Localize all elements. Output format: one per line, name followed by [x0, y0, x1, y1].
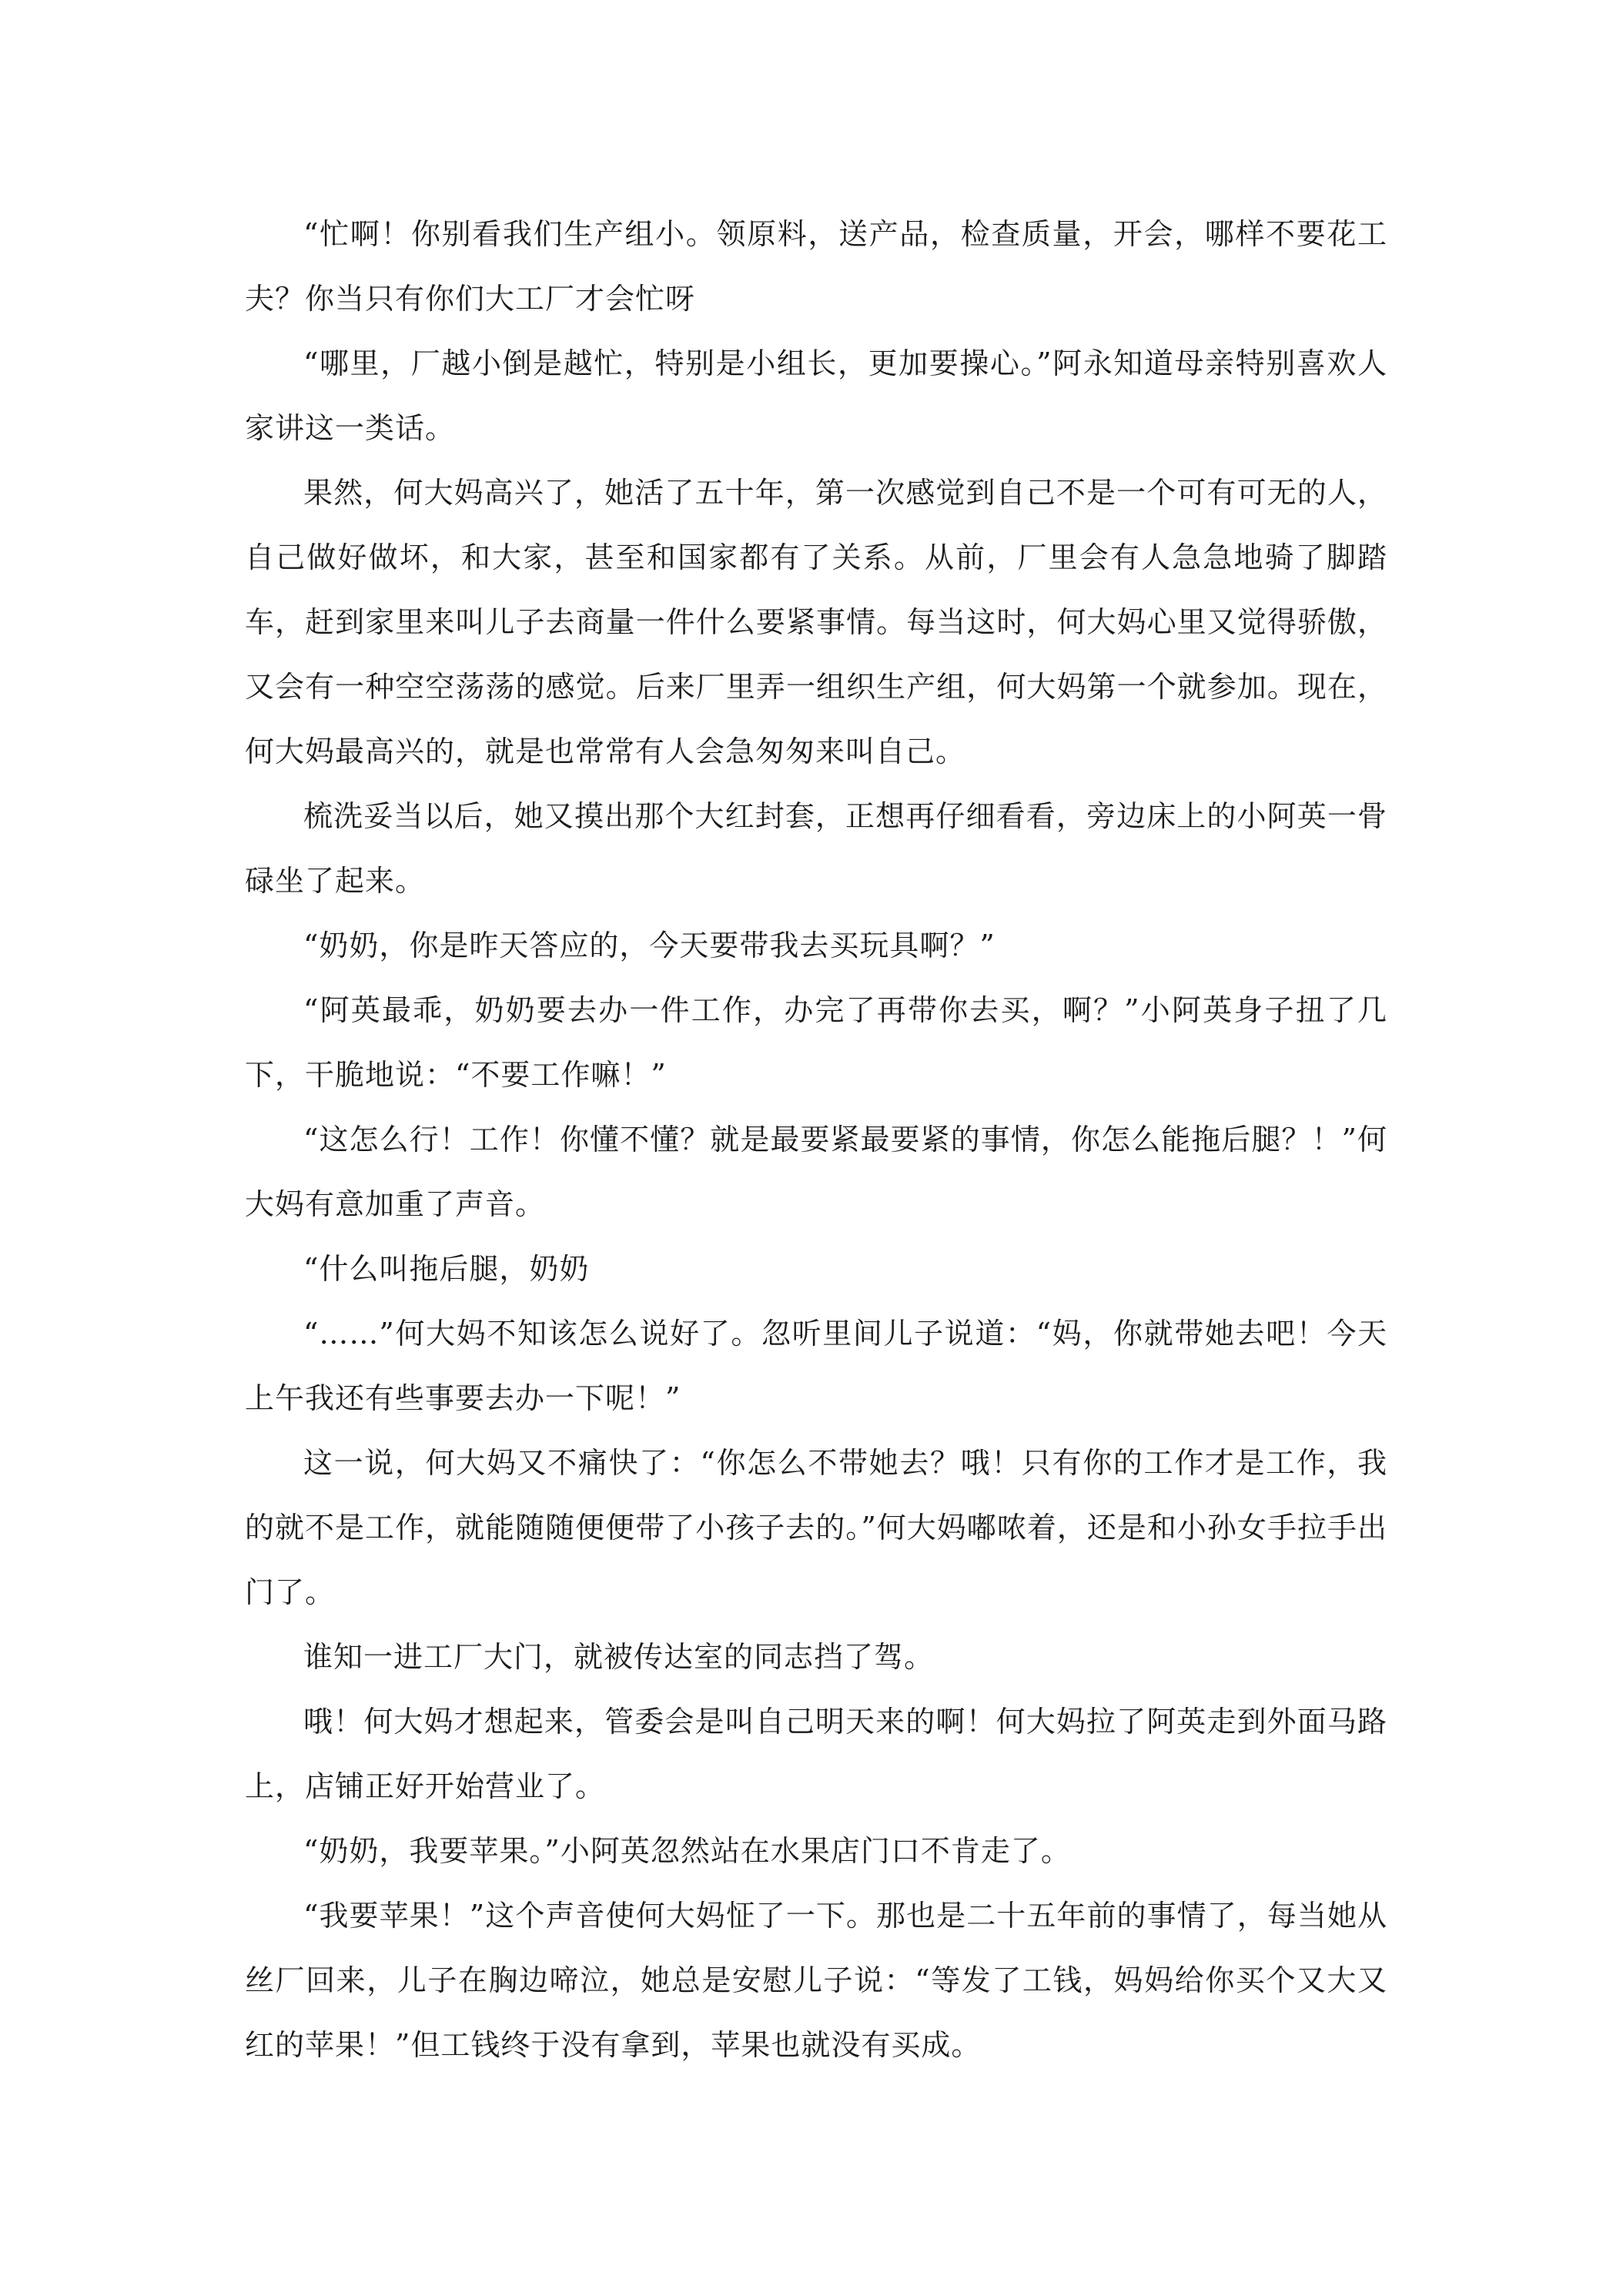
paragraph-13: “奶奶，我要苹果。”小阿英忽然站在水果店门口不肯走了。 [303, 1834, 1071, 1868]
paragraph-6: “阿英最乖，奶奶要去办一件工作，办完了再带你去买，啊？”小阿英身子扭了几下，干脆地说：“不要工作嘛！” [245, 993, 1387, 1092]
paragraph-1: “忙啊！你别看我们生产组小。领原料，送产品，检查质量，开会，哪样不要花工夫？你当只有你们大工厂才会忙呀 [245, 217, 1387, 316]
paragraph-7: “这怎么行！工作！你懂不懂？就是最要紧最要紧的事情，你怎么能拖后腿？！”何大妈有意加重了声音。 [245, 1123, 1387, 1221]
paragraph-4: 梳洗妥当以后，她又摸出那个大红封套，正想再仔细看看，旁边床上的小阿英一骨碌坐了起来。 [245, 799, 1387, 898]
paragraph-8: “什么叫拖后腿，奶奶 [303, 1252, 590, 1286]
paragraph-9: “……”何大妈不知该怎么说好了。忽听里间儿子说道：“妈，你就带她去吧！今天上午我还有些事要去办一下呢！” [245, 1317, 1387, 1415]
paragraph-12: 哦！何大妈才想起来，管委会是叫自己明天来的啊！何大妈拉了阿英走到外面马路上，店铺正好开始营业了。 [245, 1705, 1387, 1803]
paragraph-10: 这一说，何大妈又不痛快了：“你怎么不带她去？哦！只有你的工作才是工作，我的就不是工作，就能随随便便带了小孩子去的。”何大妈嘟哝着，还是和小孙女手拉手出门了。 [245, 1446, 1387, 1609]
paragraph-3: 果然，何大妈高兴了，她活了五十年，第一次感觉到自己不是一个可有可无的人，自己做好做坏，和大家，甚至和国家都有了关系。从前，厂里会有人急急地骑了脚踏车，赶到家里来叫儿子去商量一件什么要紧事情。每当这时，何大妈心里又觉得骄傲，又会有一种空空荡荡的感觉。后来厂里弄一组织生产组，何大妈第一个就参加。现在，何大妈最高兴的，就是也常常有人会急匆匆来叫自己。 [245, 476, 1387, 768]
story-text [245, 202, 1387, 2077]
paragraph-14: “我要苹果！”这个声音使何大妈怔了一下。那也是二十五年前的事情了，每当她从丝厂回来，儿子在胸边啼泣，她总是安慰儿子说：“等发了工钱，妈妈给你买个又大又红的苹果！”但工钱终于没有拿到，苹果也就没有买成。 [245, 1899, 1387, 2062]
paragraph-11: 谁知一进工厂大门，就被传达室的同志挡了驾。 [303, 1640, 935, 1674]
paragraph-2: “哪里，厂越小倒是越忙，特别是小组长，更加要操心。”阿永知道母亲特别喜欢人家讲这一类话。 [245, 346, 1387, 445]
paragraph-5: “奶奶，你是昨天答应的，今天要带我去买玩具啊？” [303, 929, 996, 962]
